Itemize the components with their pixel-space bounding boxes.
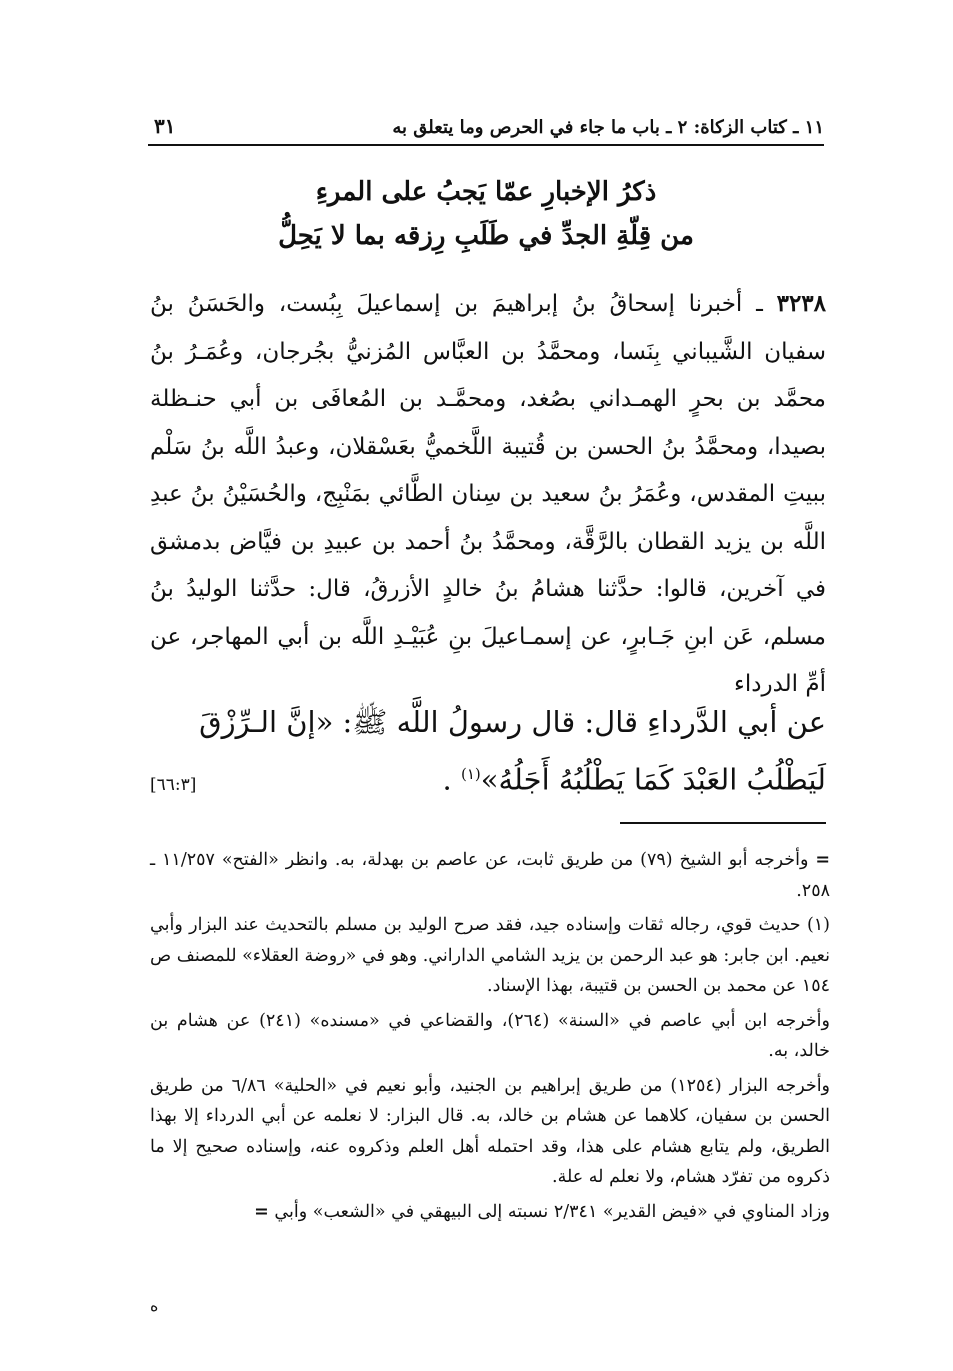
footnote-1-p4-row — [150, 1197, 830, 1228]
heading-line-1: ذكرُ الإخبارِ عمّا يَجبُ على المرءِ — [315, 177, 657, 207]
matn-end: . — [442, 762, 452, 797]
isnad-text: ـ أخبرنا إسحاقُ بنُ إبراهيمَ بن إسماعيلَ بِبُست، والحَسَنُ بنُ سفيان الشَّيباني بِنَسا، ومحمَّدُ بن العبَّاس المُزنيُّ بجُرجان، وعُمَـرُ بنُ محمَّد بن بحرٍ الهمـداني بصُغد، ومحمَّـد بن المُعافَى بن أبي حنـظلة بصيدا، ومحمَّدُ بنُ الحسن بن قُتيبة اللَّخميُّ بعَسْقلان، وعبدُ اللَّه بنُ سَلْم ببيتِ المقدس، وعُمَرُ بنُ سعيد بن سِنان الطَّائي بمَنْبِج، والحُسَيْنُ بنُ عبدِ اللَّه بن يزيد القطان بالرَّقَّة، ومحمَّدُ بنُ أحمد بن عبيدِ بن فيَّاض بدمشق في آخرين، قالوا: حدَّثنا هشامُ بنُ خالدٍ الأزرقُ، قال: حدَّثنا الوليدُ بنُ مسلم، عَن ابنِ جَـابرٍ، عن إسمـاعيلَ بنِ عُبَيْـدِ اللَّه بن أبي المهاجر، عن أمِّ الدرداء — [150, 291, 826, 697]
footnote-continuation — [150, 845, 830, 906]
matn-line-2 — [443, 748, 826, 806]
hadith-isnad — [150, 280, 826, 709]
footnote-1 — [150, 910, 830, 1002]
matn-line-2-row — [150, 748, 826, 811]
continuation-text: وأخرجه أبو الشيخ (٧٩) من طريق ثابت، عن عاصم بن بهدلة، به. وانظر «الفتح» ١١/٢٥٧ ـ ٢٥٨. — [150, 850, 830, 901]
footnote-1-p1: حديث قوي، رجاله ثقات وإسناده جيد، فقد صرح الوليد بن مسلم بالتحديث عند البزار وأبي نعيم. ابن جابر: هو عبد الرحمن بن يزيد الشامي الداراني. وهو في «روضة العقلاء» للمصنف ص ١٥٤ عن محمد بن الحسن بن قتيبة، بهذا الإسناد. — [150, 915, 830, 996]
running-header — [148, 108, 824, 146]
bottom-mark: ه — [150, 1296, 159, 1315]
footnote-1-p2: وأخرجه ابن أبي عاصم في «السنة» (٢٦٤)، والقضاعي في «مسنده» (٢٤١) عن هشام بن خالد، به. — [150, 1010, 830, 1061]
page-number: ٣١ — [154, 114, 176, 138]
footnote-separator — [620, 822, 826, 824]
heading-line-2: من قِلّةِ الجدِّ في طَلَبِ رِزقه بما لا يَحِلُّ — [278, 221, 694, 251]
hadith-number: ٣٢٣٨ — [776, 290, 827, 317]
continues-mark: = — [254, 1201, 269, 1222]
footnote-1-p3: وأخرجه البزار (١٢٥٤) من طريق إبراهيم بن الجنيد، وأبو نعيم في «الحلية» ٦/٨٦ من طريق الحسن بن سفيان، كلاهما عن هشام بن خالد، به. قال البزار: لا نعلمه عن أبي الدرداء إلا بهذا الطريق، ولم يتابع هشام على هذا، وقد احتمله أهل العلم وذكروه عنه، وإسناده صحيح إلا ما ذكروه من تفرّد هشام، ولا نعلم له علة. — [150, 1075, 831, 1187]
hadith-matn — [150, 696, 826, 811]
footnotes — [150, 845, 830, 1231]
footnote-1-marker: (١) — [806, 915, 830, 935]
footnote-1-p4: وزاد المناوي في «فيض القدير» ٢/٣٤١ نسبته إلى البيهقي في «الشعب» وأبي — [274, 1201, 830, 1222]
chapter-heading — [148, 170, 824, 258]
continuation-mark: = — [815, 850, 830, 870]
matn-line-2-text: لَيَطْلُبُ العَبْدَ كَمَا يَطْلُبُهُ أَجَلُهُ» — [480, 762, 826, 797]
footnote-marker: (١) — [460, 765, 481, 783]
hadith-reference: [٦٦:٣] — [150, 774, 197, 795]
matn-line-1: عن أبي الدَّرداءِ قال: قال رسولُ اللَّه ﷺ: «إنَّ الـرِّزْقَ — [199, 705, 826, 739]
running-title: ١١ ـ كتاب الزكاة: ٢ ـ باب ما جاء في الحرص وما يتعلق به — [392, 117, 824, 138]
